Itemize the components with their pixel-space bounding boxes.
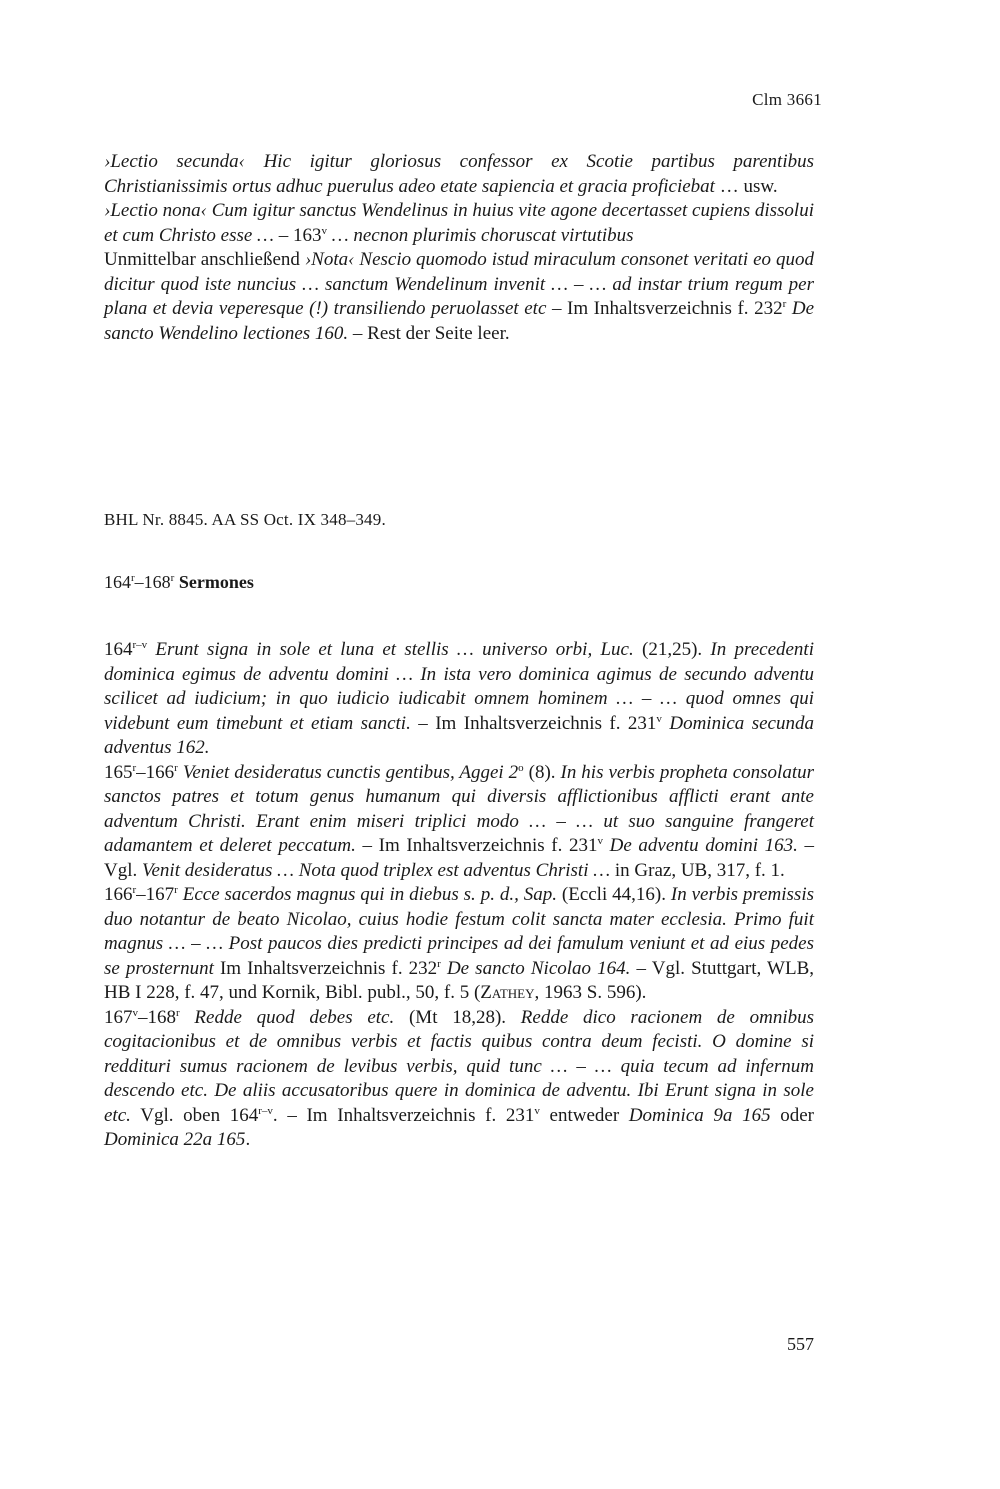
sermon-reference: (Mt 18,28). [394,1006,507,1028]
sermon-index-side: v [597,835,603,847]
sermon-index-title-alt: Dominica 22a 165 [104,1129,246,1150]
nota-index-ref: – Im Inhaltsverzeichnis f. 232 [546,298,783,319]
sermon-folio: 165 [104,761,133,783]
sermon-index-either: entweder [539,1104,629,1126]
sermon-index-or: oder [770,1104,815,1126]
bhl-reference: BHL Nr. 8845. AA SS Oct. IX 348–349. [104,510,386,529]
sermon-index-side: v [534,1104,540,1117]
sermon-reference: (21,25). [633,639,703,660]
sermon-compare-title: Venit desideratus … Nota quod triplex est adventus Christi … [142,859,611,881]
sermon-folio: 167 [104,1006,133,1028]
section-heading [104,572,254,593]
sermon-cross-ref: Vgl. oben 164 [130,1104,259,1126]
sermon-reference: (8). [523,761,556,783]
nota-index-side: r [782,298,787,310]
sermon-index-title: Dominica 9a 165 [628,1104,771,1126]
lectio-secunda-text: Hic igitur gloriosus confessor ex Scotie partibus parentibus Christianissimis ortus adhuc puerulus adeo etate sapiencia et gracia proficiebat [104,151,815,197]
nota-paragraph [104,248,814,346]
sermon-folio-end: –166 [136,761,175,783]
sermon-index-note: – Im Inhaltsverzeichnis f. 231 [410,712,657,734]
nota-text: ›Nota‹ Nescio quomodo istud miraculum consonet veritati eo quod dicitur quod iste nuncius … sanctum Wendelinum invenit … – … ad instar trium regum per plana et devia veperesque (!) transiliendo peruolasset etc [104,249,814,319]
lectio-nona-end: … necnon plurimis choruscat virtutibus [326,224,634,246]
running-head: Clm 3661 [752,90,822,109]
sermon-index-title: Dominica secunda adventus 162. [104,712,814,758]
sermon-end: . [245,1129,251,1150]
sermon-index-side: v [656,712,662,725]
section-folio-start: 164 [104,572,131,592]
lectio-nona-folio-side: v [321,224,327,237]
sermon-entry [104,638,814,761]
nota-tail: – Rest der Seite leer. [348,322,510,344]
sermon-folio: 164 [104,639,133,660]
lectio-secunda-label: ›Lectio secunda‹ [104,151,245,172]
section-folio-end: –168 [134,572,171,592]
sermon-body: In his verbis propheta consolatur sanctos patres et totum genus humanum qui diversis afflictionibus afflicti erant ante adventum Christi. Erant enim miseri triplici modo … – … ut suo sanguine frangeret adamantem et deleret peccatum. [104,761,815,856]
lectiones-block [104,150,814,346]
sermon-compare-year: , 1963 S. 596). [534,982,647,1003]
sermon-folio-side: v [132,1006,138,1019]
section-folio-start-side: r [131,572,135,584]
sermon-compare: – Vgl. Stuttgart, WLB, HB I 228, f. 47, und Kornik, Bibl. publ., 50, f. 5 ( [104,957,814,1003]
sermon-incipit: Veniet desideratus cunctis gentibus, Aggei 2 [177,761,519,783]
nota-lead: Unmittelbar anschließend [104,249,305,270]
sermon-body: Redde dico racionem de omnibus cogitacionibus et de omnibus verbis et factis quibus contra deum fecisti. O domine si reddituri sumus racionem de levibus verbis, quid tunc … – … quia tecum ad infernum descendo etc. De aliis accusatoribus quere in dominica de adventu. Ibi Erunt signa in sole etc. [104,1006,814,1126]
lectio-nona-label: ›Lectio nona‹ [104,200,207,221]
sermon-folio-side: r [132,761,137,774]
nota-index-title: De sancto Wendelino lectiones 160. [104,298,814,344]
sermon-compare-source: in Graz, UB, 317, f. 1. [610,859,785,881]
sermon-incipit: Ecce sacerdos magnus qui in diebus s. p. d., Sap. [177,884,557,905]
sermon-index-note: – Im Inhaltsverzeichnis f. 231 [355,835,598,856]
sermon-index-note: . – Im Inhaltsverzeichnis f. 231 [272,1104,535,1126]
sermon-entry [104,1006,814,1153]
sermon-entry [104,761,814,884]
lectio-secunda-tail: … usw. [714,175,778,197]
sermon-folio-end-side: r [174,884,178,896]
sermon-index-note: Im Inhaltsverzeichnis f. 232 [213,957,438,979]
sermon-index-side: r [437,957,441,970]
sermon-reference: (Eccli 44,16). [556,884,666,905]
lectio-nona-folio: – 163 [273,224,322,246]
sermon-incipit: Erunt signa in sole et luna et stellis … universo orbi, Luc. [147,639,634,660]
sermon-compare-author: Zathey [480,982,535,1003]
sermon-folio-end: –168 [138,1006,176,1028]
sermon-incipit-sup: o [518,761,524,774]
lectio-nona-text: Cum igitur sanctus Wendelinus in huius vite agone decertasset cupiens dissolui et cum Christo esse … [104,200,814,246]
sermon-compare: – Vgl. [104,835,815,881]
sermon-incipit: Redde quod debes etc. [179,1006,395,1028]
lectio-nona [104,199,814,248]
sermons-block [104,638,814,1153]
sermon-folio-side: r [132,884,137,896]
sermon-index-title: De adventu domini 163. [603,835,798,856]
sermon-cross-ref-side: r–v [258,1104,273,1117]
lectio-secunda [104,150,814,199]
sermon-folio-end: –167 [136,884,175,905]
sermon-folio: 166 [104,884,133,905]
section-title: Sermones [178,572,254,592]
sermon-index-title: De sancto Nicolao 164. [440,957,631,979]
section-folio-end-side: r [170,572,175,584]
sermon-body: In precedenti dominica egimus de adventu domini … In ista vero dominica agimus de secundo adventu scilicet ad iudicium; in quo iudicio iudicabit omnem hominem … – … quod omnes qui videbunt eum timebunt et etiam sancti. [104,639,814,734]
sermon-body: In verbis premissis duo notantur de beato Nicolao, cuius hodie festum colit sancta mater ecclesia. Primo fuit magnus … – … Post paucos dies predicti principes ad dei famulum veniunt et ad eius pedes se prosternunt [104,884,815,979]
sermon-folio-end-side: r [176,1006,180,1019]
sermon-folio-end-side: r [174,761,178,774]
sermon-folio-side: r–v [132,639,148,651]
page-number: 557 [787,1334,814,1354]
sermon-entry [104,883,814,1006]
